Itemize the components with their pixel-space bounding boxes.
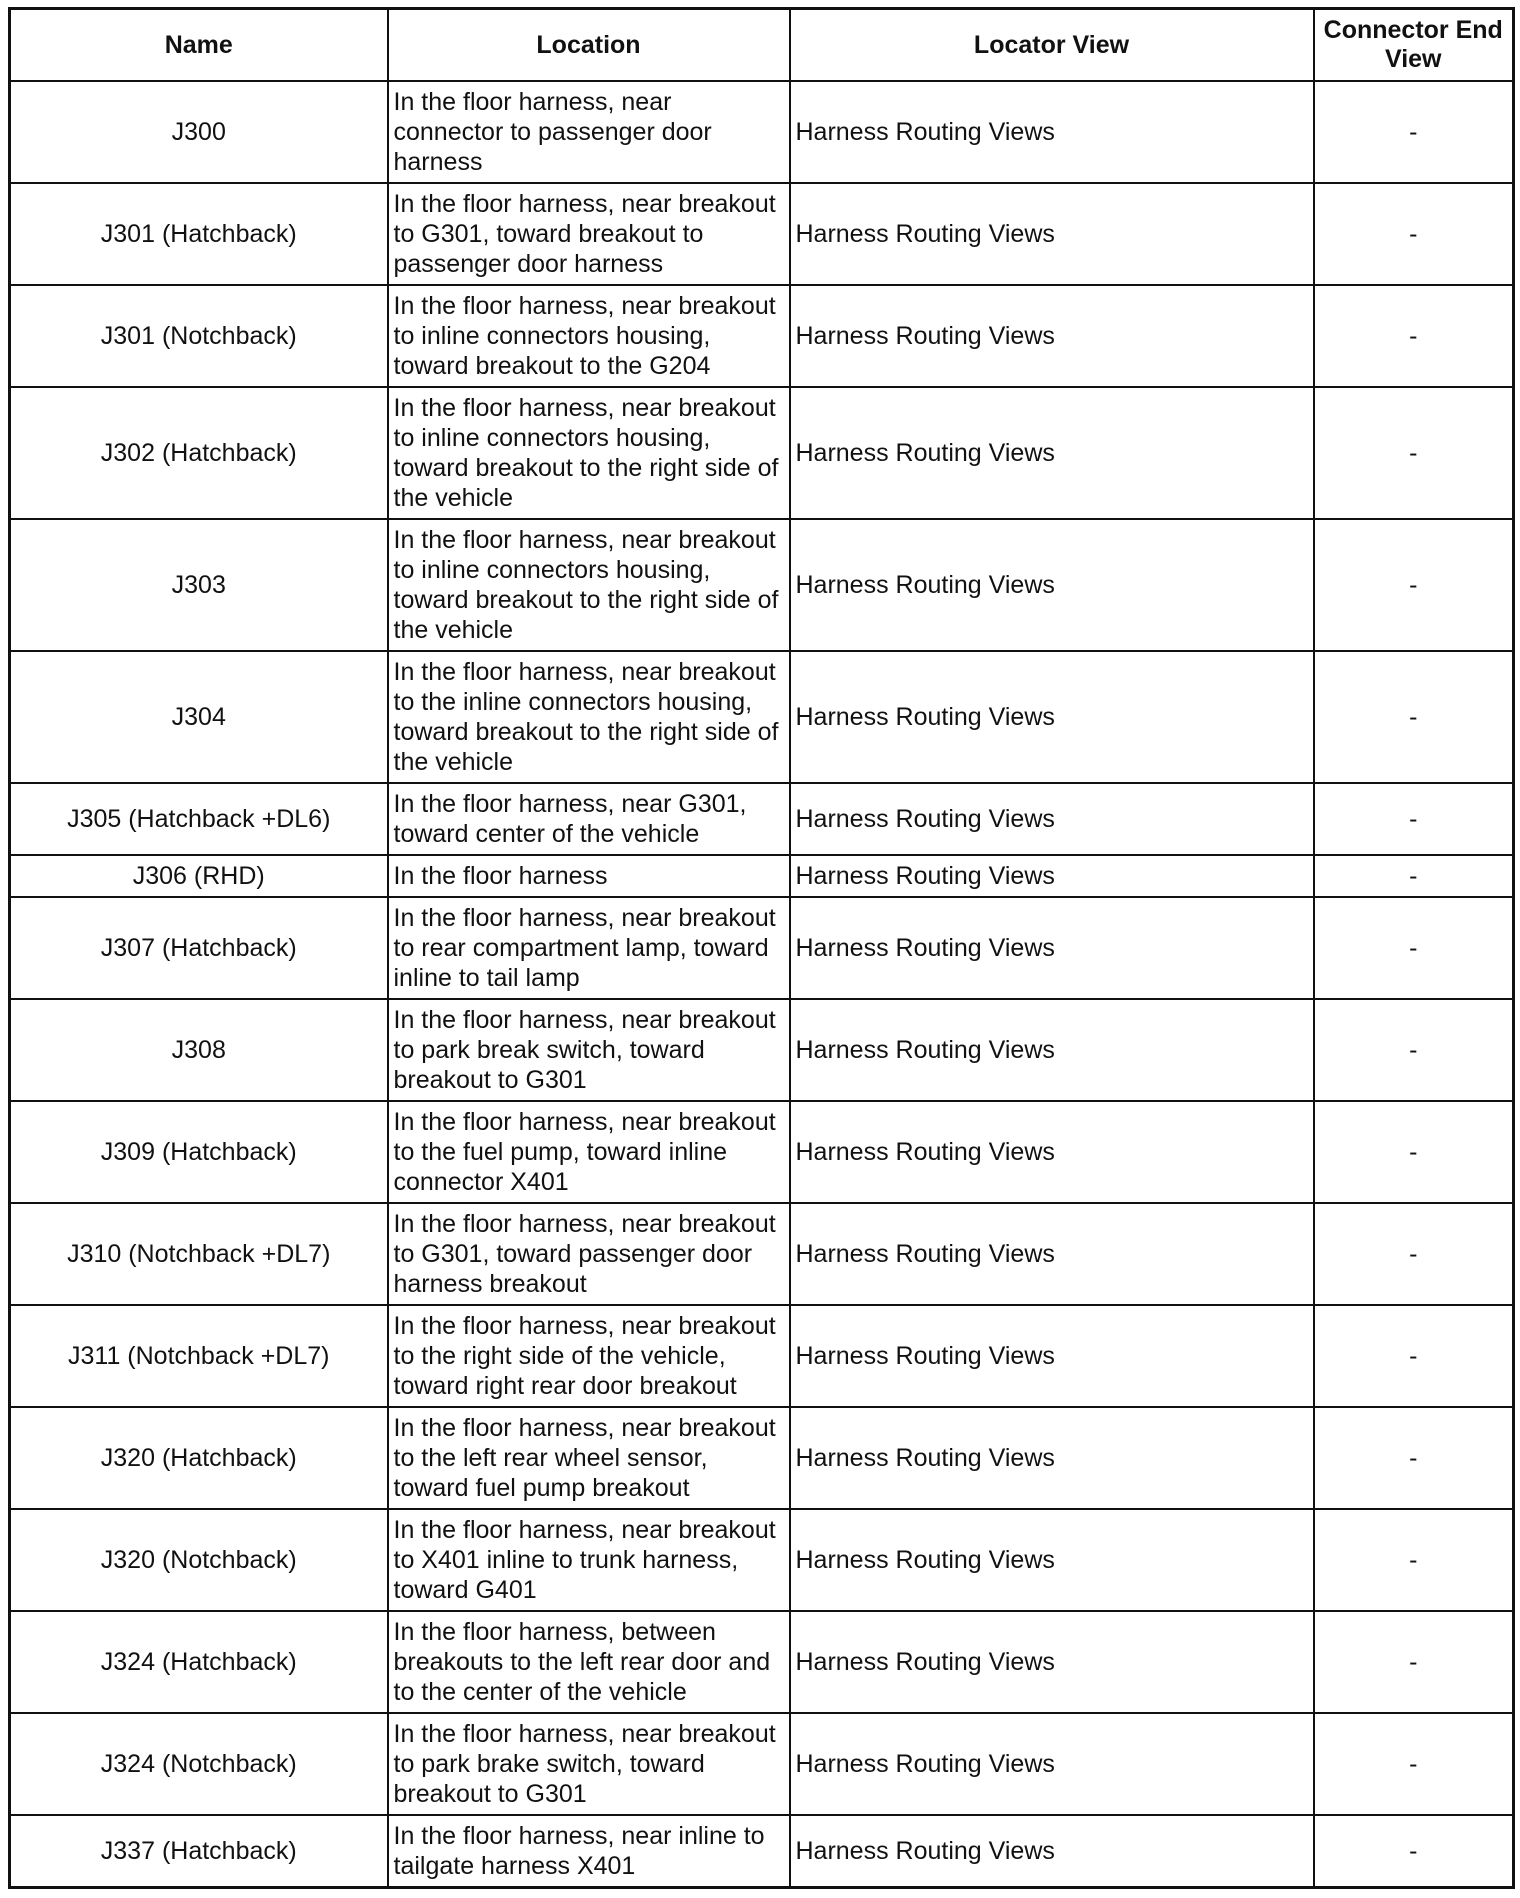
- table-row: [10, 183, 1514, 285]
- cell-location: In the floor harness, near G301, toward center of the vehicle: [388, 783, 790, 855]
- cell-connector-end-view: -: [1314, 81, 1514, 183]
- cell-connector-end-view: -: [1314, 183, 1514, 285]
- cell-connector-end-view: -: [1314, 285, 1514, 387]
- connector-location-table: [8, 7, 1515, 1889]
- header-locator-view: Locator View: [790, 9, 1314, 82]
- cell-locator-view: Harness Routing Views: [790, 1611, 1314, 1713]
- cell-name: J320 (Hatchback): [10, 1407, 388, 1509]
- table-row: [10, 651, 1514, 783]
- cell-location: In the floor harness, near breakout to G301, toward passenger door harness breakout: [388, 1203, 790, 1305]
- cell-connector-end-view: -: [1314, 1305, 1514, 1407]
- cell-location: In the floor harness, near breakout to rear compartment lamp, toward inline to tail lamp: [388, 897, 790, 999]
- table-row: [10, 897, 1514, 999]
- cell-name: J309 (Hatchback): [10, 1101, 388, 1203]
- cell-name: J301 (Notchback): [10, 285, 388, 387]
- table-row: [10, 387, 1514, 519]
- cell-name: J305 (Hatchback +DL6): [10, 783, 388, 855]
- table-body: [10, 81, 1514, 1887]
- cell-location: In the floor harness, near breakout to X401 inline to trunk harness, toward G401: [388, 1509, 790, 1611]
- cell-locator-view: Harness Routing Views: [790, 651, 1314, 783]
- cell-location: In the floor harness, near breakout to the inline connectors housing, toward breakout to the right side of the vehicle: [388, 651, 790, 783]
- cell-connector-end-view: -: [1314, 519, 1514, 651]
- cell-location: In the floor harness, near connector to passenger door harness: [388, 81, 790, 183]
- table-row: [10, 783, 1514, 855]
- cell-connector-end-view: -: [1314, 783, 1514, 855]
- cell-name: J311 (Notchback +DL7): [10, 1305, 388, 1407]
- table-row: [10, 1203, 1514, 1305]
- cell-connector-end-view: -: [1314, 855, 1514, 897]
- cell-location: In the floor harness, near breakout to park brake switch, toward breakout to G301: [388, 1713, 790, 1815]
- cell-connector-end-view: -: [1314, 1509, 1514, 1611]
- cell-location: In the floor harness, near breakout to the left rear wheel sensor, toward fuel pump breakout: [388, 1407, 790, 1509]
- cell-location: In the floor harness, between breakouts to the left rear door and to the center of the vehicle: [388, 1611, 790, 1713]
- cell-name: J304: [10, 651, 388, 783]
- cell-locator-view: Harness Routing Views: [790, 1815, 1314, 1887]
- cell-connector-end-view: -: [1314, 1713, 1514, 1815]
- cell-locator-view: Harness Routing Views: [790, 387, 1314, 519]
- cell-connector-end-view: -: [1314, 999, 1514, 1101]
- cell-locator-view: Harness Routing Views: [790, 1713, 1314, 1815]
- cell-connector-end-view: -: [1314, 1407, 1514, 1509]
- cell-locator-view: Harness Routing Views: [790, 897, 1314, 999]
- cell-name: J306 (RHD): [10, 855, 388, 897]
- cell-name: J324 (Notchback): [10, 1713, 388, 1815]
- cell-location: In the floor harness, near breakout to park break switch, toward breakout to G301: [388, 999, 790, 1101]
- cell-location: In the floor harness, near breakout to the fuel pump, toward inline connector X401: [388, 1101, 790, 1203]
- cell-locator-view: Harness Routing Views: [790, 285, 1314, 387]
- table-row: [10, 1305, 1514, 1407]
- cell-name: J324 (Hatchback): [10, 1611, 388, 1713]
- cell-name: J301 (Hatchback): [10, 183, 388, 285]
- cell-name: J337 (Hatchback): [10, 1815, 388, 1887]
- table-row: [10, 999, 1514, 1101]
- cell-locator-view: Harness Routing Views: [790, 1101, 1314, 1203]
- cell-connector-end-view: -: [1314, 1203, 1514, 1305]
- cell-locator-view: Harness Routing Views: [790, 999, 1314, 1101]
- connector-table-frame: [8, 7, 1512, 1889]
- cell-locator-view: Harness Routing Views: [790, 1305, 1314, 1407]
- table-row: [10, 1407, 1514, 1509]
- cell-name: J303: [10, 519, 388, 651]
- cell-locator-view: Harness Routing Views: [790, 1407, 1314, 1509]
- table-row: [10, 1101, 1514, 1203]
- cell-location: In the floor harness, near inline to tailgate harness X401: [388, 1815, 790, 1887]
- cell-connector-end-view: -: [1314, 1101, 1514, 1203]
- cell-locator-view: Harness Routing Views: [790, 81, 1314, 183]
- table-row: [10, 1611, 1514, 1713]
- cell-name: J307 (Hatchback): [10, 897, 388, 999]
- cell-location: In the floor harness, near breakout to inline connectors housing, toward breakout to the right side of the vehicle: [388, 519, 790, 651]
- cell-location: In the floor harness: [388, 855, 790, 897]
- header-connector-end-view: Connector End View: [1314, 9, 1514, 82]
- cell-locator-view: Harness Routing Views: [790, 183, 1314, 285]
- table-header-row: [10, 9, 1514, 82]
- cell-location: In the floor harness, near breakout to inline connectors housing, toward breakout to the right side of the vehicle: [388, 387, 790, 519]
- cell-locator-view: Harness Routing Views: [790, 783, 1314, 855]
- cell-name: J320 (Notchback): [10, 1509, 388, 1611]
- cell-name: J308: [10, 999, 388, 1101]
- cell-connector-end-view: -: [1314, 651, 1514, 783]
- header-name: Name: [10, 9, 388, 82]
- table-row: [10, 519, 1514, 651]
- cell-connector-end-view: -: [1314, 897, 1514, 999]
- cell-locator-view: Harness Routing Views: [790, 1509, 1314, 1611]
- table-row: [10, 1509, 1514, 1611]
- cell-connector-end-view: -: [1314, 1815, 1514, 1887]
- cell-locator-view: Harness Routing Views: [790, 855, 1314, 897]
- table-row: [10, 855, 1514, 897]
- cell-locator-view: Harness Routing Views: [790, 1203, 1314, 1305]
- table-row: [10, 1815, 1514, 1887]
- cell-location: In the floor harness, near breakout to the right side of the vehicle, toward right rear door breakout: [388, 1305, 790, 1407]
- cell-location: In the floor harness, near breakout to G301, toward breakout to passenger door harness: [388, 183, 790, 285]
- cell-locator-view: Harness Routing Views: [790, 519, 1314, 651]
- cell-name: J310 (Notchback +DL7): [10, 1203, 388, 1305]
- table-row: [10, 81, 1514, 183]
- table-row: [10, 285, 1514, 387]
- cell-location: In the floor harness, near breakout to inline connectors housing, toward breakout to the G204: [388, 285, 790, 387]
- table-row: [10, 1713, 1514, 1815]
- cell-connector-end-view: -: [1314, 1611, 1514, 1713]
- header-location: Location: [388, 9, 790, 82]
- cell-connector-end-view: -: [1314, 387, 1514, 519]
- cell-name: J302 (Hatchback): [10, 387, 388, 519]
- cell-name: J300: [10, 81, 388, 183]
